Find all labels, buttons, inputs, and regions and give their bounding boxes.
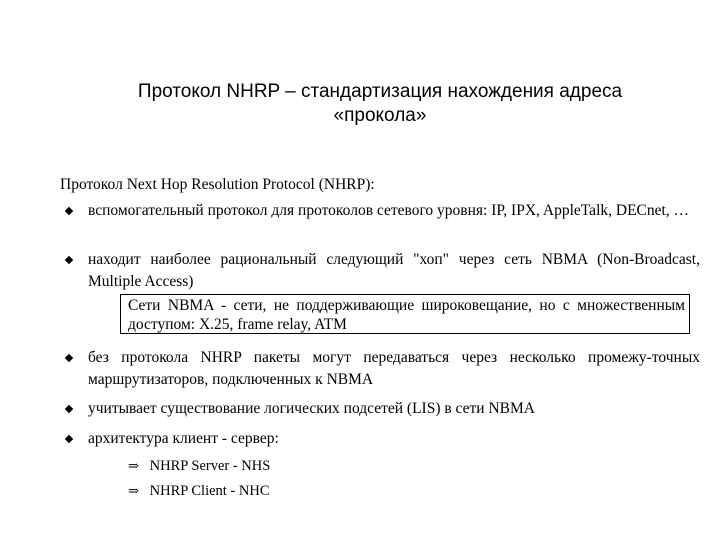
- bullet-text: без протокола NHRP пакеты могут передаваться через несколько промежу-точных маршрутизаторов, подключенных к NBMA: [88, 349, 700, 388]
- implies-arrow-icon: ⇒: [128, 458, 139, 473]
- bullet-item: [88, 347, 700, 391]
- sub-item-nhs: [128, 457, 270, 475]
- diamond-bullet-icon: [65, 256, 73, 264]
- slide-title: [60, 80, 700, 128]
- nbma-definition-box: [120, 294, 690, 334]
- slide-title-line-2: «прокола»: [333, 105, 427, 126]
- nbma-definition-text: Сети NBMA - сети, не поддерживающие широковещание, но с множественным доступом: X.25, frame relay, ATM: [128, 297, 685, 333]
- bullet-text: вспомогательный протокол для протоколов сетевого уровня: IP, IPX, AppleTalk, DECnet, …: [88, 202, 690, 219]
- diamond-bullet-icon: [65, 435, 73, 443]
- bullet-text: находит наиболее рациональный следующий "хоп" через сеть NBMA (Non-Broadcast, Multiple Access): [88, 251, 700, 290]
- diamond-bullet-icon: [65, 354, 73, 362]
- bullet-item: [88, 249, 700, 293]
- diamond-bullet-icon: [65, 207, 73, 215]
- bullet-text: учитывает существование логических подсетей (LIS) в сети NBMA: [88, 400, 535, 417]
- intro-text: Протокол Next Hop Resolution Protocol (NHRP):: [60, 176, 375, 193]
- sub-item-text: NHRP Server - NHS: [149, 458, 271, 474]
- implies-arrow-icon: ⇒: [128, 483, 139, 498]
- bullet-item: [88, 428, 700, 450]
- bullet-item: [88, 398, 700, 420]
- sub-item-nhc: [128, 482, 270, 500]
- bullet-text: архитектура клиент - сервер:: [88, 430, 279, 447]
- diamond-bullet-icon: [65, 405, 73, 413]
- bullet-item: [88, 200, 700, 222]
- slide-title-line-1: Протокол NHRP – стандартизация нахождения адреса: [137, 81, 623, 102]
- sub-item-text: NHRP Client - NHC: [149, 483, 270, 499]
